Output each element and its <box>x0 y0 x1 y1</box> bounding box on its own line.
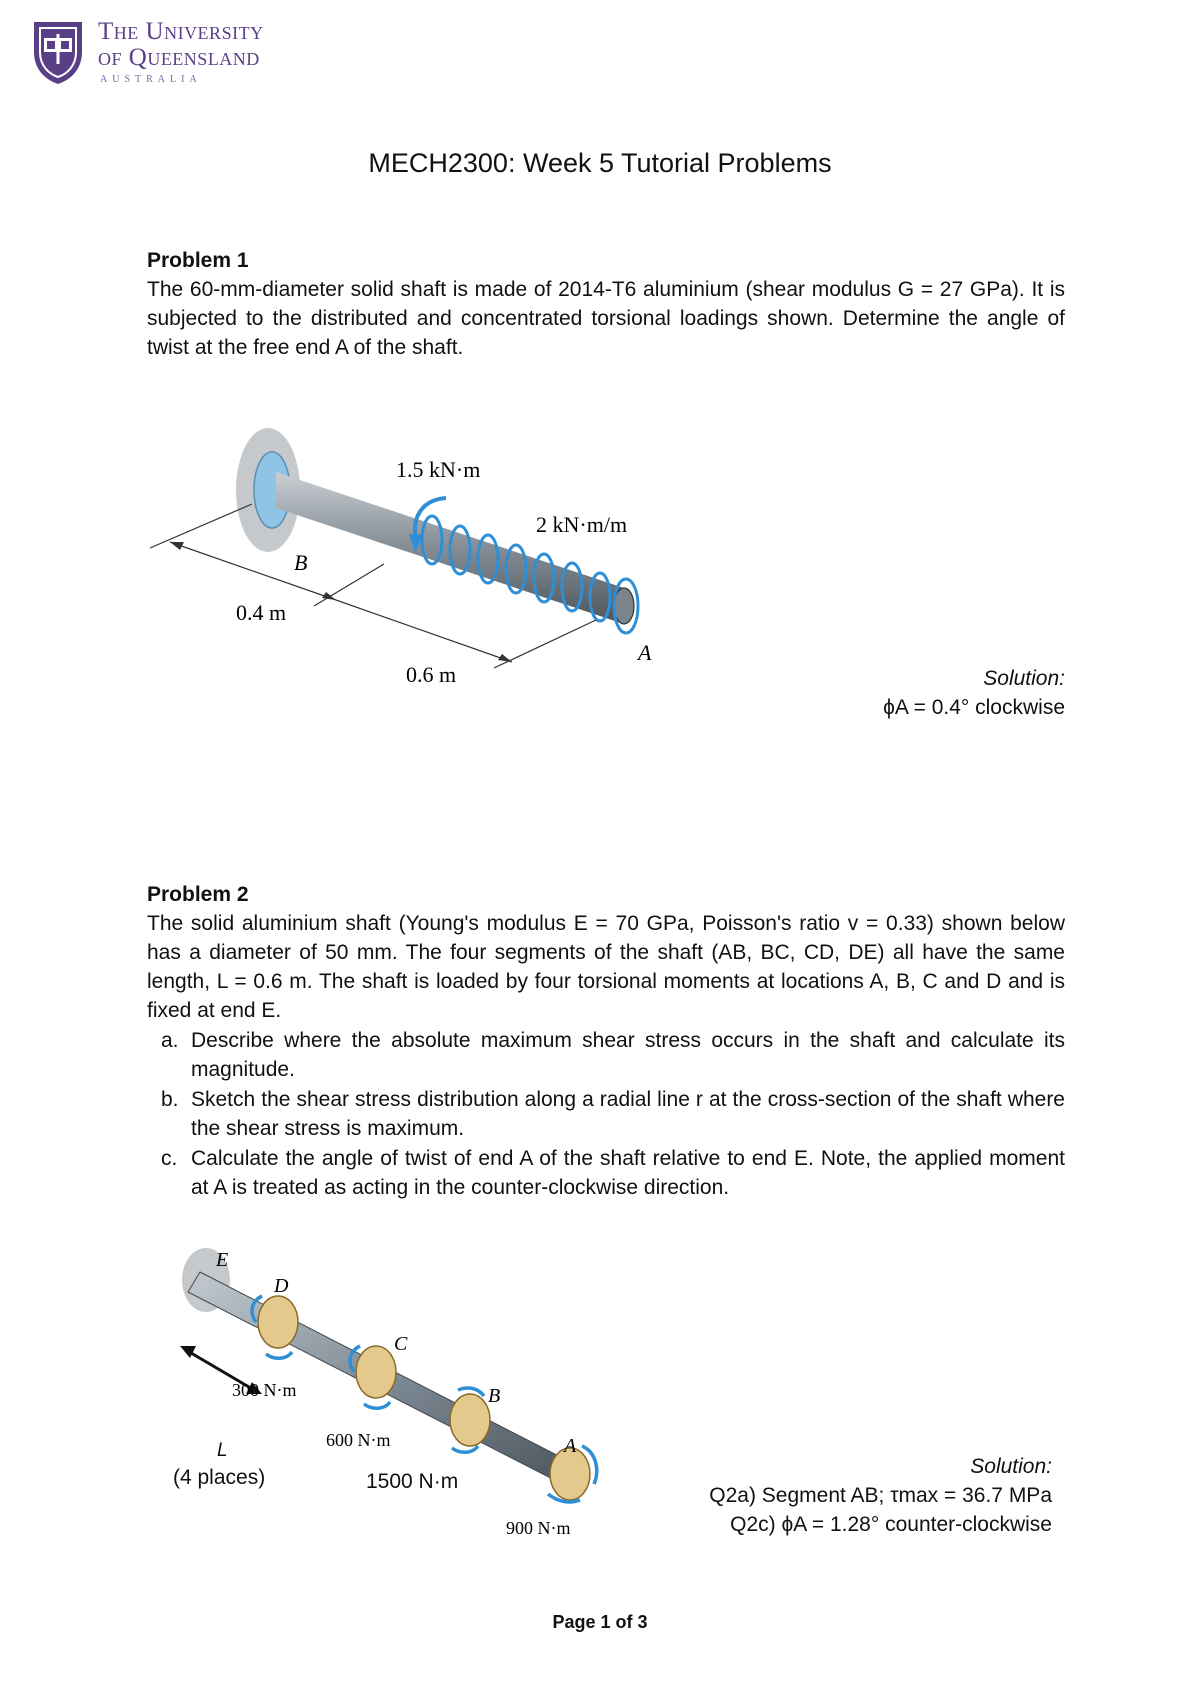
gear-d <box>258 1296 298 1348</box>
solution-c: Q2c) ϕA = 1.28° counter-clockwise <box>730 1513 1052 1536</box>
length-l-label: L <box>217 1440 228 1461</box>
shaft-end <box>614 588 634 624</box>
four-places-label: (4 places) <box>173 1466 266 1489</box>
list-item-marker: c. <box>161 1147 178 1170</box>
torque-1500-label: 1500 N·m <box>366 1470 459 1493</box>
problem1-text: The 60-mm-diameter solid shaft is made of 2014-T6 aluminium (shear modulus G = 27 GPa). It is subjected to the distributed and concentrated torsional loadings shown. Determine the angle of twist at the free end A of the shaft. <box>147 278 1065 359</box>
torque-900-label: 900 N·m <box>506 1518 571 1538</box>
problem1-figure <box>150 420 710 730</box>
problem1-heading: Problem 1 <box>147 249 249 272</box>
university-logo <box>30 18 290 88</box>
page-title: MECH2300: Week 5 Tutorial Problems <box>368 148 832 178</box>
point-b-label: B <box>488 1385 501 1407</box>
solution-label: Solution: <box>983 667 1065 690</box>
dim-arrow-icon <box>498 654 512 662</box>
list-item-text: Sketch the shear stress distribution along a radial line r at the cross-section of the shaft where the shear stress is maximum. <box>191 1088 1065 1140</box>
gear-c <box>356 1346 396 1398</box>
length-0-6-label: 0.6 m <box>406 662 457 687</box>
solution-label: Solution: <box>970 1455 1052 1478</box>
list-item <box>161 1085 1065 1143</box>
list-item-marker: a. <box>161 1029 179 1052</box>
dim-arrow-icon <box>322 592 336 600</box>
problem2-text: The solid aluminium shaft (Young's modulus E = 70 GPa, Poisson's ratio v = 0.33) shown below has a diameter of 50 mm. The four segments of the shaft (AB, BC, CD, DE) all have the same length, L = 0.6 m. The shaft is loaded by four torsional moments at locations A, B, C and D and is fixed at end E. <box>147 912 1065 1022</box>
list-item <box>161 1144 1065 1202</box>
list-item <box>161 1026 1065 1084</box>
torque-label: 1.5 kN·m <box>396 457 481 482</box>
list-item-marker: b. <box>161 1088 179 1111</box>
university-name-line1: The University <box>98 18 264 45</box>
problem2-solution <box>640 1452 1052 1539</box>
list-item-text: Calculate the angle of twist of end A of the shaft relative to end E. Note, the applied moment at A is treated as acting in the counter-clockwise direction. <box>191 1147 1065 1199</box>
problem2-list <box>161 1026 1065 1203</box>
page-number: Page 1 of 3 <box>552 1612 648 1632</box>
problem2-figure <box>170 1240 630 1550</box>
problem1-solution <box>720 664 1065 722</box>
crest-icon <box>30 18 86 86</box>
problem2-heading: Problem 2 <box>147 883 249 906</box>
torque-600-label: 600 N·m <box>326 1430 391 1450</box>
gear-b <box>450 1394 490 1446</box>
torque-300-label: 300 N·m <box>232 1380 297 1400</box>
point-e-label: E <box>216 1249 229 1271</box>
point-b-label: B <box>294 550 308 575</box>
distributed-torque-label: 2 kN·m/m <box>536 512 628 537</box>
dim-arrow-icon <box>170 542 184 550</box>
point-a-label: A <box>564 1435 577 1457</box>
length-0-4-label: 0.4 m <box>236 600 287 625</box>
solution-a: Q2a) Segment AB; τmax = 36.7 MPa <box>709 1484 1052 1507</box>
point-d-label: D <box>274 1275 289 1297</box>
solution-value: ϕA = 0.4° clockwise <box>883 696 1065 719</box>
point-a-label: A <box>638 640 652 665</box>
list-item-text: Describe where the absolute maximum shear stress occurs in the shaft and calculate its magnitude. <box>191 1029 1065 1081</box>
point-c-label: C <box>394 1333 408 1355</box>
university-name-line2: of Queensland <box>98 44 260 71</box>
university-country: AUSTRALIA <box>100 74 202 85</box>
problem1-section <box>147 246 1065 362</box>
problem2-section <box>147 880 1065 1025</box>
